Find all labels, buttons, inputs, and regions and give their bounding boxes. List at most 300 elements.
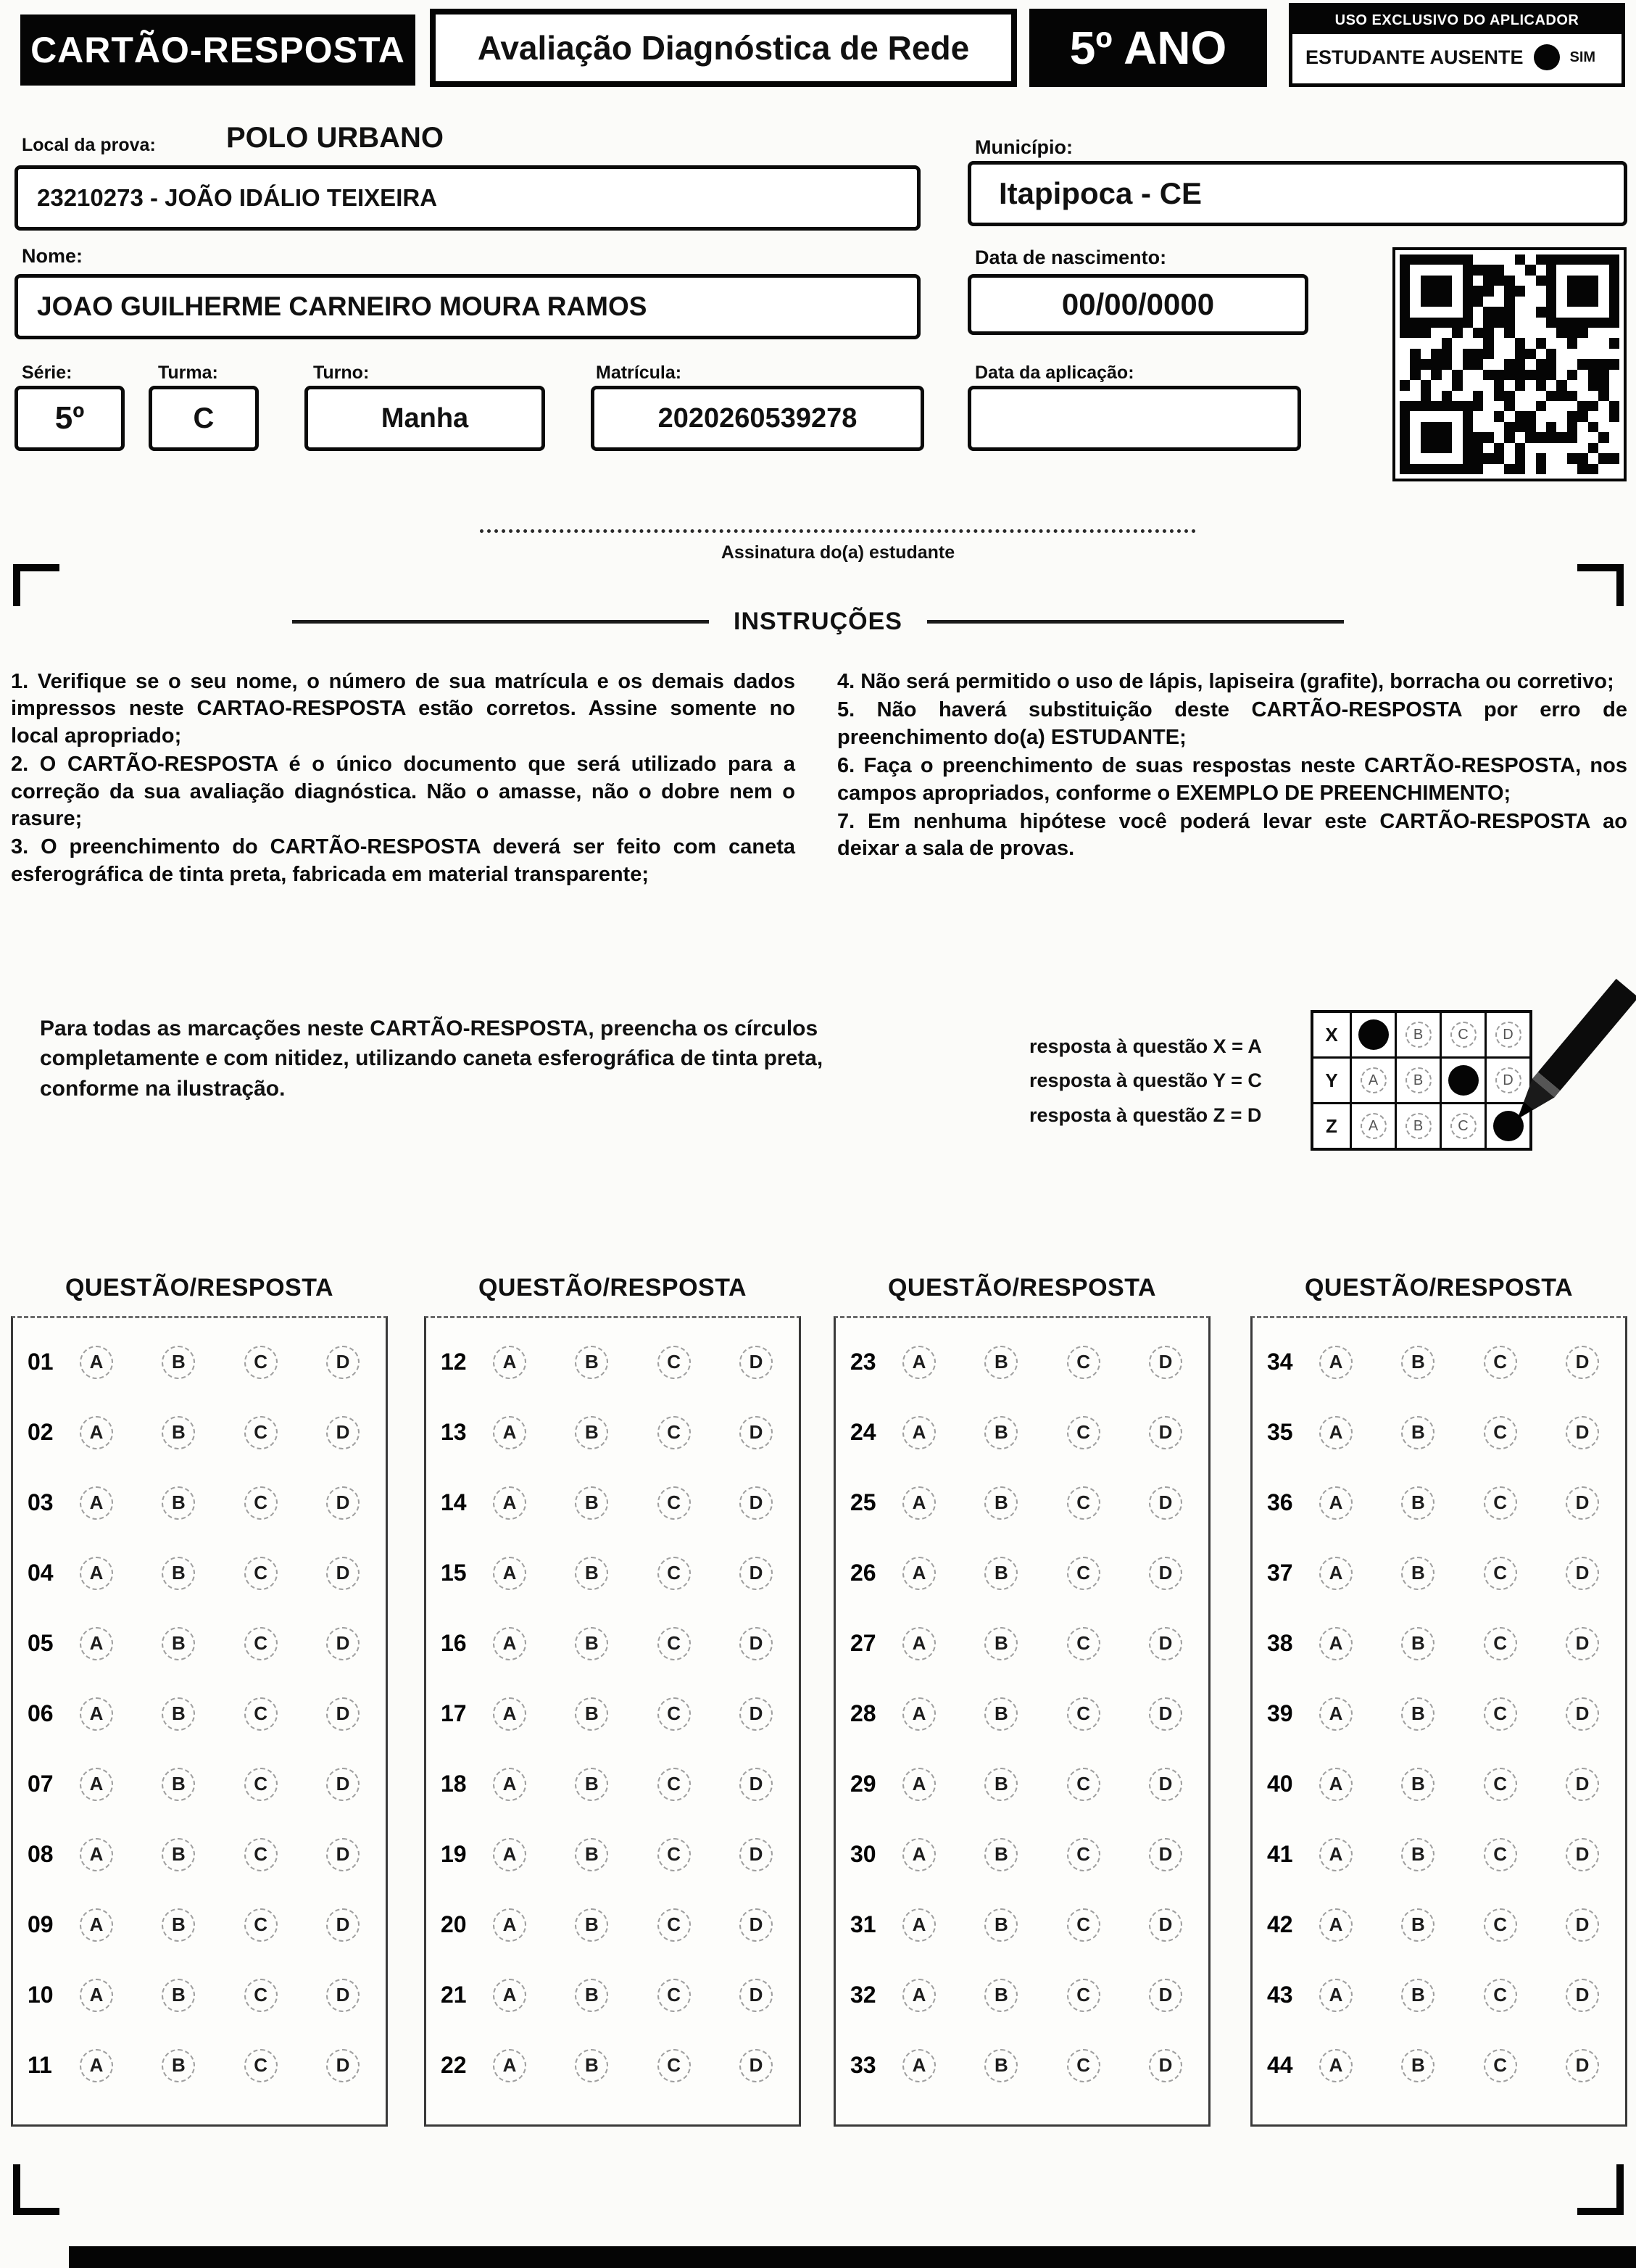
answer-bubble-03-D[interactable]: D xyxy=(326,1486,360,1520)
answer-bubble-38-A[interactable]: A xyxy=(1319,1627,1353,1660)
answer-bubble-42-B[interactable]: B xyxy=(1401,1908,1434,1942)
answer-bubble-32-C[interactable]: C xyxy=(1067,1979,1100,2012)
answer-bubble-07-B[interactable]: B xyxy=(162,1768,195,1801)
answer-row xyxy=(836,1960,1208,2030)
bubble-strip xyxy=(902,1557,1182,1590)
answer-bubble-21-C[interactable]: C xyxy=(657,1979,691,2012)
answer-bubble-35-C[interactable]: C xyxy=(1484,1416,1517,1449)
answer-bubble-37-A[interactable]: A xyxy=(1319,1557,1353,1590)
answer-bubble-14-C[interactable]: C xyxy=(657,1486,691,1520)
bubble-strip xyxy=(902,2049,1182,2082)
answer-bubble-33-A[interactable]: A xyxy=(902,2049,936,2082)
bubble-strip xyxy=(902,1838,1182,1871)
answer-row xyxy=(1253,1608,1625,1679)
serie-label: Série: xyxy=(22,363,72,383)
answer-bubble-11-B[interactable]: B xyxy=(162,2049,195,2082)
answer-row xyxy=(13,1608,386,1679)
answer-bubble-07-D[interactable]: D xyxy=(326,1768,360,1801)
turno-field: Manha xyxy=(304,386,545,451)
question-number: 24 xyxy=(850,1419,876,1445)
question-number: 30 xyxy=(850,1841,876,1867)
answer-bubble-03-B[interactable]: B xyxy=(162,1486,195,1520)
answer-bubble-08-D[interactable]: D xyxy=(326,1838,360,1871)
answer-bubble-43-C[interactable]: C xyxy=(1484,1979,1517,2012)
answer-bubble-12-C[interactable]: C xyxy=(657,1346,691,1379)
question-number: 29 xyxy=(850,1771,876,1797)
answer-column-header: QUESTÃO/RESPOSTA xyxy=(887,1274,1157,1301)
answer-bubble-23-D[interactable]: D xyxy=(1149,1346,1182,1379)
example-line: resposta à questão Y = C xyxy=(1029,1069,1262,1092)
answer-bubble-42-A[interactable]: A xyxy=(1319,1908,1353,1942)
answer-bubble-05-D[interactable]: D xyxy=(326,1627,360,1660)
bubble-strip xyxy=(493,1768,773,1801)
answer-bubble-08-C[interactable]: C xyxy=(244,1838,278,1871)
answer-bubble-36-C[interactable]: C xyxy=(1484,1486,1517,1520)
answer-bubble-34-D[interactable]: D xyxy=(1566,1346,1599,1379)
answer-bubble-16-D[interactable]: D xyxy=(739,1627,773,1660)
bubble-strip xyxy=(493,2049,773,2082)
bubble-strip xyxy=(1319,1346,1599,1379)
answer-bubble-25-D[interactable]: D xyxy=(1149,1486,1182,1520)
answer-bubble-12-D[interactable]: D xyxy=(739,1346,773,1379)
answer-bubble-01-A[interactable]: A xyxy=(80,1346,113,1379)
answer-bubble-39-A[interactable]: A xyxy=(1319,1697,1353,1731)
answer-row xyxy=(13,1468,386,1538)
bubble-strip xyxy=(902,1768,1182,1801)
answer-bubble-17-A[interactable]: A xyxy=(493,1697,526,1731)
answer-bubble-10-A[interactable]: A xyxy=(80,1979,113,2012)
answer-bubble-24-A[interactable]: A xyxy=(902,1416,936,1449)
bubble-strip xyxy=(493,1346,773,1379)
turno-label: Turno: xyxy=(313,363,370,383)
answer-bubble-43-B[interactable]: B xyxy=(1401,1979,1434,2012)
answer-bubble-07-A[interactable]: A xyxy=(80,1768,113,1801)
answer-bubble-01-C[interactable]: C xyxy=(244,1346,278,1379)
question-number: 14 xyxy=(441,1489,467,1515)
example-option-letter: A xyxy=(1361,1113,1387,1139)
local-value: POLO URBANO xyxy=(226,122,444,154)
answer-bubble-06-A[interactable]: A xyxy=(80,1697,113,1731)
answer-bubble-09-A[interactable]: A xyxy=(80,1908,113,1942)
answer-bubble-32-D[interactable]: D xyxy=(1149,1979,1182,2012)
answer-bubble-22-A[interactable]: A xyxy=(493,2049,526,2082)
answer-bubble-28-D[interactable]: D xyxy=(1149,1697,1182,1731)
answer-bubble-39-C[interactable]: C xyxy=(1484,1697,1517,1731)
answer-column-2 xyxy=(424,1316,801,2127)
turma-field: C xyxy=(149,386,259,451)
answer-bubble-02-A[interactable]: A xyxy=(80,1416,113,1449)
answer-bubble-04-A[interactable]: A xyxy=(80,1557,113,1590)
answer-bubble-18-C[interactable]: C xyxy=(657,1768,691,1801)
answer-bubble-22-B[interactable]: B xyxy=(575,2049,608,2082)
answer-bubble-37-B[interactable]: B xyxy=(1401,1557,1434,1590)
answer-bubble-05-C[interactable]: C xyxy=(244,1627,278,1660)
example-option-letter: C xyxy=(1450,1113,1477,1139)
bubble-strip xyxy=(902,1486,1182,1520)
answer-row xyxy=(13,1679,386,1749)
answer-bubble-40-D[interactable]: D xyxy=(1566,1768,1599,1801)
bubble-strip xyxy=(493,1838,773,1871)
example-option-letter: D xyxy=(1495,1022,1521,1048)
answer-row xyxy=(836,1608,1208,1679)
question-number: 40 xyxy=(1267,1771,1293,1797)
bubble-strip xyxy=(902,1346,1182,1379)
example-option-letter: B xyxy=(1405,1067,1432,1093)
answer-row xyxy=(1253,1890,1625,1960)
instruction-item: 7. Em nenhuma hipótese você poderá levar este CARTÃO-RESPOSTA ao deixar a sala de provas. xyxy=(837,810,1627,861)
answer-bubble-13-D[interactable]: D xyxy=(739,1416,773,1449)
answer-bubble-25-A[interactable]: A xyxy=(902,1486,936,1520)
answer-bubble-24-D[interactable]: D xyxy=(1149,1416,1182,1449)
answer-row xyxy=(836,1538,1208,1608)
question-number: 27 xyxy=(850,1630,876,1656)
aplicacao-label: Data da aplicação: xyxy=(975,363,1134,383)
answer-row xyxy=(13,2030,386,2101)
answer-bubble-14-D[interactable]: D xyxy=(739,1486,773,1520)
answer-bubble-14-A[interactable]: A xyxy=(493,1486,526,1520)
answer-bubble-30-B[interactable]: B xyxy=(984,1838,1018,1871)
bubble-strip xyxy=(493,1908,773,1942)
answer-bubble-31-D[interactable]: D xyxy=(1149,1908,1182,1942)
answer-bubble-32-B[interactable]: B xyxy=(984,1979,1018,2012)
answer-bubble-06-C[interactable]: C xyxy=(244,1697,278,1731)
answer-bubble-27-B[interactable]: B xyxy=(984,1627,1018,1660)
answer-bubble-43-D[interactable]: D xyxy=(1566,1979,1599,2012)
answer-bubble-44-D[interactable]: D xyxy=(1566,2049,1599,2082)
instruction-item: 4. Não será permitido o uso de lápis, lapiseira (grafite), borracha ou corretivo; xyxy=(837,670,1614,693)
answer-bubble-11-A[interactable]: A xyxy=(80,2049,113,2082)
answer-bubble-18-B[interactable]: B xyxy=(575,1768,608,1801)
corner-mark-bottom-right xyxy=(1577,2164,1624,2215)
answer-bubble-17-B[interactable]: B xyxy=(575,1697,608,1731)
answer-bubble-36-D[interactable]: D xyxy=(1566,1486,1599,1520)
answer-bubble-42-D[interactable]: D xyxy=(1566,1908,1599,1942)
answer-bubble-14-B[interactable]: B xyxy=(575,1486,608,1520)
bubble-strip xyxy=(1319,1557,1599,1590)
answer-bubble-44-C[interactable]: C xyxy=(1484,2049,1517,2082)
question-number: 36 xyxy=(1267,1489,1293,1515)
answer-bubble-06-B[interactable]: B xyxy=(162,1697,195,1731)
answer-bubble-23-A[interactable]: A xyxy=(902,1346,936,1379)
answer-bubble-13-C[interactable]: C xyxy=(657,1416,691,1449)
answer-bubble-39-D[interactable]: D xyxy=(1566,1697,1599,1731)
question-number: 37 xyxy=(1267,1560,1293,1586)
answer-row xyxy=(836,1327,1208,1397)
answer-bubble-26-C[interactable]: C xyxy=(1067,1557,1100,1590)
answer-bubble-10-B[interactable]: B xyxy=(162,1979,195,2012)
question-number: 22 xyxy=(441,2052,467,2078)
marking-example-lines xyxy=(1029,1030,1262,1133)
answer-bubble-25-B[interactable]: B xyxy=(984,1486,1018,1520)
answer-bubble-09-C[interactable]: C xyxy=(244,1908,278,1942)
answer-bubble-13-A[interactable]: A xyxy=(493,1416,526,1449)
answer-bubble-29-D[interactable]: D xyxy=(1149,1768,1182,1801)
example-filled-bubble xyxy=(1350,1013,1395,1056)
bubble-strip xyxy=(1319,1416,1599,1449)
answer-bubble-02-C[interactable]: C xyxy=(244,1416,278,1449)
bubble-strip xyxy=(80,1908,360,1942)
example-option-letter: B xyxy=(1405,1022,1432,1048)
answer-bubble-33-D[interactable]: D xyxy=(1149,2049,1182,2082)
answer-row xyxy=(426,1327,799,1397)
answer-bubble-10-D[interactable]: D xyxy=(326,1979,360,2012)
bubble-strip xyxy=(902,1416,1182,1449)
bubble-strip xyxy=(1319,1627,1599,1660)
question-number: 39 xyxy=(1267,1700,1293,1726)
answer-bubble-33-C[interactable]: C xyxy=(1067,2049,1100,2082)
nascimento-field: 00/00/0000 xyxy=(968,274,1308,335)
answer-bubble-35-B[interactable]: B xyxy=(1401,1416,1434,1449)
question-number: 32 xyxy=(850,1982,876,2008)
question-number: 43 xyxy=(1267,1982,1293,2008)
question-number: 02 xyxy=(28,1419,54,1445)
answer-bubble-40-B[interactable]: B xyxy=(1401,1768,1434,1801)
answer-bubble-26-B[interactable]: B xyxy=(984,1557,1018,1590)
answer-bubble-44-B[interactable]: B xyxy=(1401,2049,1434,2082)
answer-bubble-19-A[interactable]: A xyxy=(493,1838,526,1871)
answer-bubble-41-B[interactable]: B xyxy=(1401,1838,1434,1871)
answer-bubble-35-D[interactable]: D xyxy=(1566,1416,1599,1449)
answer-row xyxy=(836,1397,1208,1468)
answer-bubble-22-C[interactable]: C xyxy=(657,2049,691,2082)
answer-bubble-02-B[interactable]: B xyxy=(162,1416,195,1449)
answer-bubble-23-B[interactable]: B xyxy=(984,1346,1018,1379)
filled-dot xyxy=(1358,1019,1389,1050)
answer-bubble-11-C[interactable]: C xyxy=(244,2049,278,2082)
answer-bubble-21-B[interactable]: B xyxy=(575,1979,608,2012)
answer-row xyxy=(13,1819,386,1890)
bubble-strip xyxy=(493,1697,773,1731)
answer-row xyxy=(13,1538,386,1608)
answer-bubble-13-B[interactable]: B xyxy=(575,1416,608,1449)
qr-code xyxy=(1395,250,1624,479)
nome-label: Nome: xyxy=(22,245,83,267)
answer-bubble-20-D[interactable]: D xyxy=(739,1908,773,1942)
absent-sim-label: SIM xyxy=(1569,49,1596,65)
aplicacao-field xyxy=(968,386,1301,451)
answer-bubble-12-B[interactable]: B xyxy=(575,1346,608,1379)
answer-row xyxy=(1253,1749,1625,1819)
answer-bubble-27-A[interactable]: A xyxy=(902,1627,936,1660)
example-option-letter: A xyxy=(1361,1067,1387,1093)
answer-bubble-25-C[interactable]: C xyxy=(1067,1486,1100,1520)
aplicador-strip-label: USO EXCLUSIVO DO APLICADOR xyxy=(1292,7,1622,34)
instruction-item: 6. Faça o preenchimento de suas respostas neste CARTÃO-RESPOSTA, nos campos apropriados, conforme o EXEMPLO DE PREENCHIMENTO; xyxy=(837,754,1627,805)
answer-bubble-21-A[interactable]: A xyxy=(493,1979,526,2012)
answer-bubble-19-D[interactable]: D xyxy=(739,1838,773,1871)
answer-column-3 xyxy=(834,1316,1211,2127)
answer-bubble-26-A[interactable]: A xyxy=(902,1557,936,1590)
answer-bubble-18-D[interactable]: D xyxy=(739,1768,773,1801)
corner-mark-bottom-left xyxy=(13,2164,59,2215)
answer-bubble-41-C[interactable]: C xyxy=(1484,1838,1517,1871)
answer-bubble-17-D[interactable]: D xyxy=(739,1697,773,1731)
example-option-letter: B xyxy=(1405,1113,1432,1139)
question-number: 42 xyxy=(1267,1911,1293,1937)
absent-label: ESTUDANTE AUSENTE xyxy=(1305,46,1524,68)
answer-row xyxy=(1253,1397,1625,1468)
answer-bubble-44-A[interactable]: A xyxy=(1319,2049,1353,2082)
answer-bubble-24-C[interactable]: C xyxy=(1067,1416,1100,1449)
municipio-label: Município: xyxy=(975,136,1073,158)
answer-bubble-36-A[interactable]: A xyxy=(1319,1486,1353,1520)
answer-row xyxy=(13,1327,386,1397)
answer-bubble-21-D[interactable]: D xyxy=(739,1979,773,2012)
signature-line[interactable] xyxy=(480,529,1196,533)
answer-bubble-31-A[interactable]: A xyxy=(902,1908,936,1942)
answer-bubble-27-C[interactable]: C xyxy=(1067,1627,1100,1660)
answer-bubble-09-B[interactable]: B xyxy=(162,1908,195,1942)
answer-bubble-28-C[interactable]: C xyxy=(1067,1697,1100,1731)
answer-bubble-09-D[interactable]: D xyxy=(326,1908,360,1942)
answer-bubble-43-A[interactable]: A xyxy=(1319,1979,1353,2012)
question-number: 44 xyxy=(1267,2052,1293,2078)
bubble-strip xyxy=(902,1697,1182,1731)
answer-bubble-05-A[interactable]: A xyxy=(80,1627,113,1660)
answer-bubble-37-C[interactable]: C xyxy=(1484,1557,1517,1590)
answer-bubble-18-A[interactable]: A xyxy=(493,1768,526,1801)
answer-bubble-19-C[interactable]: C xyxy=(657,1838,691,1871)
answer-bubble-31-C[interactable]: C xyxy=(1067,1908,1100,1942)
answer-bubble-03-C[interactable]: C xyxy=(244,1486,278,1520)
answer-bubble-01-D[interactable]: D xyxy=(326,1346,360,1379)
question-number: 09 xyxy=(28,1911,54,1937)
matricula-field: 2020260539278 xyxy=(591,386,924,451)
answer-row xyxy=(836,1679,1208,1749)
answer-bubble-15-B[interactable]: B xyxy=(575,1557,608,1590)
answer-row xyxy=(426,1538,799,1608)
question-number: 10 xyxy=(28,1982,54,2008)
answer-bubble-30-A[interactable]: A xyxy=(902,1838,936,1871)
question-number: 35 xyxy=(1267,1419,1293,1445)
answer-bubble-03-A[interactable]: A xyxy=(80,1486,113,1520)
answer-bubble-33-B[interactable]: B xyxy=(984,2049,1018,2082)
answer-bubble-24-B[interactable]: B xyxy=(984,1416,1018,1449)
answer-bubble-19-B[interactable]: B xyxy=(575,1838,608,1871)
answer-bubble-20-A[interactable]: A xyxy=(493,1908,526,1942)
answer-bubble-37-D[interactable]: D xyxy=(1566,1557,1599,1590)
answer-bubble-38-D[interactable]: D xyxy=(1566,1627,1599,1660)
answer-bubble-28-B[interactable]: B xyxy=(984,1697,1018,1731)
grade-badge: 5º ANO xyxy=(1029,9,1267,87)
answer-bubble-04-C[interactable]: C xyxy=(244,1557,278,1590)
matricula-label: Matrícula: xyxy=(596,363,682,383)
bubble-strip xyxy=(493,1486,773,1520)
answer-bubble-02-D[interactable]: D xyxy=(326,1416,360,1449)
answer-bubble-35-A[interactable]: A xyxy=(1319,1416,1353,1449)
answer-column-1 xyxy=(11,1316,388,2127)
instruction-item: 5. Não haverá substituição deste CARTÃO-RESPOSTA por erro de preenchimento do(a) ESTUDANTE; xyxy=(837,698,1627,749)
answer-bubble-20-C[interactable]: C xyxy=(657,1908,691,1942)
answer-bubble-34-B[interactable]: B xyxy=(1401,1346,1434,1379)
answer-bubble-36-B[interactable]: B xyxy=(1401,1486,1434,1520)
answer-bubble-28-A[interactable]: A xyxy=(902,1697,936,1731)
answer-bubble-04-D[interactable]: D xyxy=(326,1557,360,1590)
bubble-strip xyxy=(493,1627,773,1660)
answer-row xyxy=(426,1679,799,1749)
filled-dot xyxy=(1448,1065,1479,1096)
answer-bubble-22-D[interactable]: D xyxy=(739,2049,773,2082)
answer-bubble-23-C[interactable]: C xyxy=(1067,1346,1100,1379)
absent-bubble[interactable] xyxy=(1534,44,1560,70)
answer-bubble-08-A[interactable]: A xyxy=(80,1838,113,1871)
answer-bubble-27-D[interactable]: D xyxy=(1149,1627,1182,1660)
question-number: 28 xyxy=(850,1700,876,1726)
answer-bubble-17-C[interactable]: C xyxy=(657,1697,691,1731)
answer-bubble-08-B[interactable]: B xyxy=(162,1838,195,1871)
question-number: 03 xyxy=(28,1489,54,1515)
answer-row xyxy=(1253,1327,1625,1397)
answer-bubble-15-C[interactable]: C xyxy=(657,1557,691,1590)
example-line: resposta à questão X = A xyxy=(1029,1035,1262,1057)
answer-bubble-26-D[interactable]: D xyxy=(1149,1557,1182,1590)
question-number: 21 xyxy=(441,1982,467,2008)
answer-row xyxy=(836,2030,1208,2101)
answer-bubble-29-B[interactable]: B xyxy=(984,1768,1018,1801)
answer-bubble-40-A[interactable]: A xyxy=(1319,1768,1353,1801)
turma-label: Turma: xyxy=(158,363,218,383)
card-title: CARTÃO-RESPOSTA xyxy=(20,15,415,86)
answer-bubble-41-D[interactable]: D xyxy=(1566,1838,1599,1871)
answer-row xyxy=(426,1819,799,1890)
answer-bubble-29-A[interactable]: A xyxy=(902,1768,936,1801)
answer-bubble-41-A[interactable]: A xyxy=(1319,1838,1353,1871)
answer-bubble-40-C[interactable]: C xyxy=(1484,1768,1517,1801)
answer-column-header: QUESTÃO/RESPOSTA xyxy=(1304,1274,1574,1301)
answer-bubble-38-B[interactable]: B xyxy=(1401,1627,1434,1660)
answer-bubble-30-D[interactable]: D xyxy=(1149,1838,1182,1871)
answer-bubble-34-A[interactable]: A xyxy=(1319,1346,1353,1379)
heading-rule-left xyxy=(292,620,709,624)
answer-bubble-15-A[interactable]: A xyxy=(493,1557,526,1590)
answer-bubble-12-A[interactable]: A xyxy=(493,1346,526,1379)
question-number: 31 xyxy=(850,1911,876,1937)
answer-bubble-16-B[interactable]: B xyxy=(575,1627,608,1660)
answer-bubble-31-B[interactable]: B xyxy=(984,1908,1018,1942)
answer-bubble-11-D[interactable]: D xyxy=(326,2049,360,2082)
answer-bubble-34-C[interactable]: C xyxy=(1484,1346,1517,1379)
example-row-label: Z xyxy=(1326,1114,1337,1137)
answer-row xyxy=(13,1890,386,1960)
answer-bubble-15-D[interactable]: D xyxy=(739,1557,773,1590)
answer-row xyxy=(13,1397,386,1468)
answer-bubble-16-C[interactable]: C xyxy=(657,1627,691,1660)
answer-bubble-32-A[interactable]: A xyxy=(902,1979,936,2012)
answer-bubble-30-C[interactable]: C xyxy=(1067,1838,1100,1871)
bubble-strip xyxy=(80,1416,360,1449)
answer-row xyxy=(836,1749,1208,1819)
question-number: 13 xyxy=(441,1419,467,1445)
answer-bubble-20-B[interactable]: B xyxy=(575,1908,608,1942)
instructions-left-column xyxy=(11,669,795,890)
bubble-strip xyxy=(1319,1908,1599,1942)
question-number: 16 xyxy=(441,1630,467,1656)
answer-bubble-05-B[interactable]: B xyxy=(162,1627,195,1660)
answer-bubble-39-B[interactable]: B xyxy=(1401,1697,1434,1731)
answer-row xyxy=(13,1749,386,1819)
question-number: 26 xyxy=(850,1560,876,1586)
answer-bubble-42-C[interactable]: C xyxy=(1484,1908,1517,1942)
answer-bubble-06-D[interactable]: D xyxy=(326,1697,360,1731)
answer-bubble-10-C[interactable]: C xyxy=(244,1979,278,2012)
answer-bubble-01-B[interactable]: B xyxy=(162,1346,195,1379)
answer-bubble-38-C[interactable]: C xyxy=(1484,1627,1517,1660)
answer-bubble-04-B[interactable]: B xyxy=(162,1557,195,1590)
answer-bubble-16-A[interactable]: A xyxy=(493,1627,526,1660)
answer-bubble-07-C[interactable]: C xyxy=(244,1768,278,1801)
answer-row xyxy=(426,1890,799,1960)
answer-bubble-29-C[interactable]: C xyxy=(1067,1768,1100,1801)
